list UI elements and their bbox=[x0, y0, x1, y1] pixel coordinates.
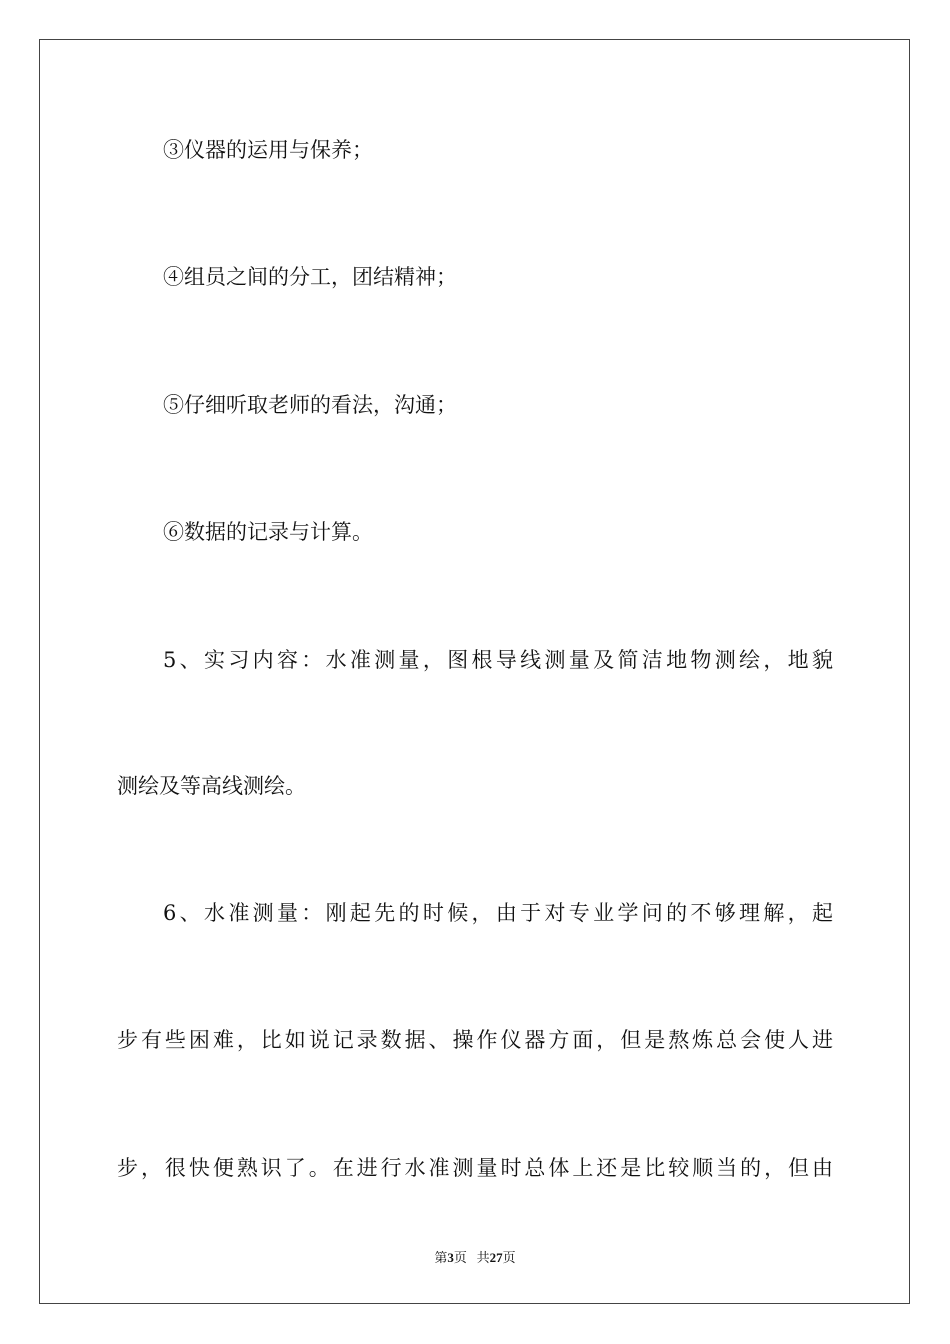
footer-prefix: 第 bbox=[434, 1250, 448, 1265]
paragraph-5-line-2: 测绘及等高线测绘。 bbox=[117, 774, 306, 798]
paragraph-6-line-3: 步，很快便熟识了。在进行水准测量时总体上还是比较顺当的，但由 bbox=[117, 1156, 833, 1180]
footer-total-suffix: 页 bbox=[502, 1250, 516, 1265]
footer-current-page: 3 bbox=[447, 1250, 454, 1265]
paragraph-5-line-1: 5、实习内容：水准测量，图根导线测量及简洁地物测绘，地貌 bbox=[163, 648, 833, 672]
list-item-3: ③仪器的运用与保养； bbox=[163, 138, 373, 162]
list-item-4: ④组员之间的分工，团结精神； bbox=[163, 265, 457, 289]
footer-total-pages: 27 bbox=[489, 1250, 503, 1265]
paragraph-6-line-1: 6、水准测量：刚起先的时候，由于对专业学问的不够理解，起 bbox=[163, 901, 833, 925]
list-item-6: ⑥数据的记录与计算。 bbox=[163, 520, 373, 544]
footer-total-prefix: 共 bbox=[476, 1250, 490, 1265]
paragraph-6-line-2: 步有些困难，比如说记录数据、操作仪器方面，但是熬炼总会使人进 bbox=[117, 1028, 833, 1052]
page-footer bbox=[0, 1247, 950, 1266]
list-item-5: ⑤仔细听取老师的看法，沟通； bbox=[163, 393, 457, 417]
footer-page-suffix: 页 bbox=[453, 1250, 467, 1265]
